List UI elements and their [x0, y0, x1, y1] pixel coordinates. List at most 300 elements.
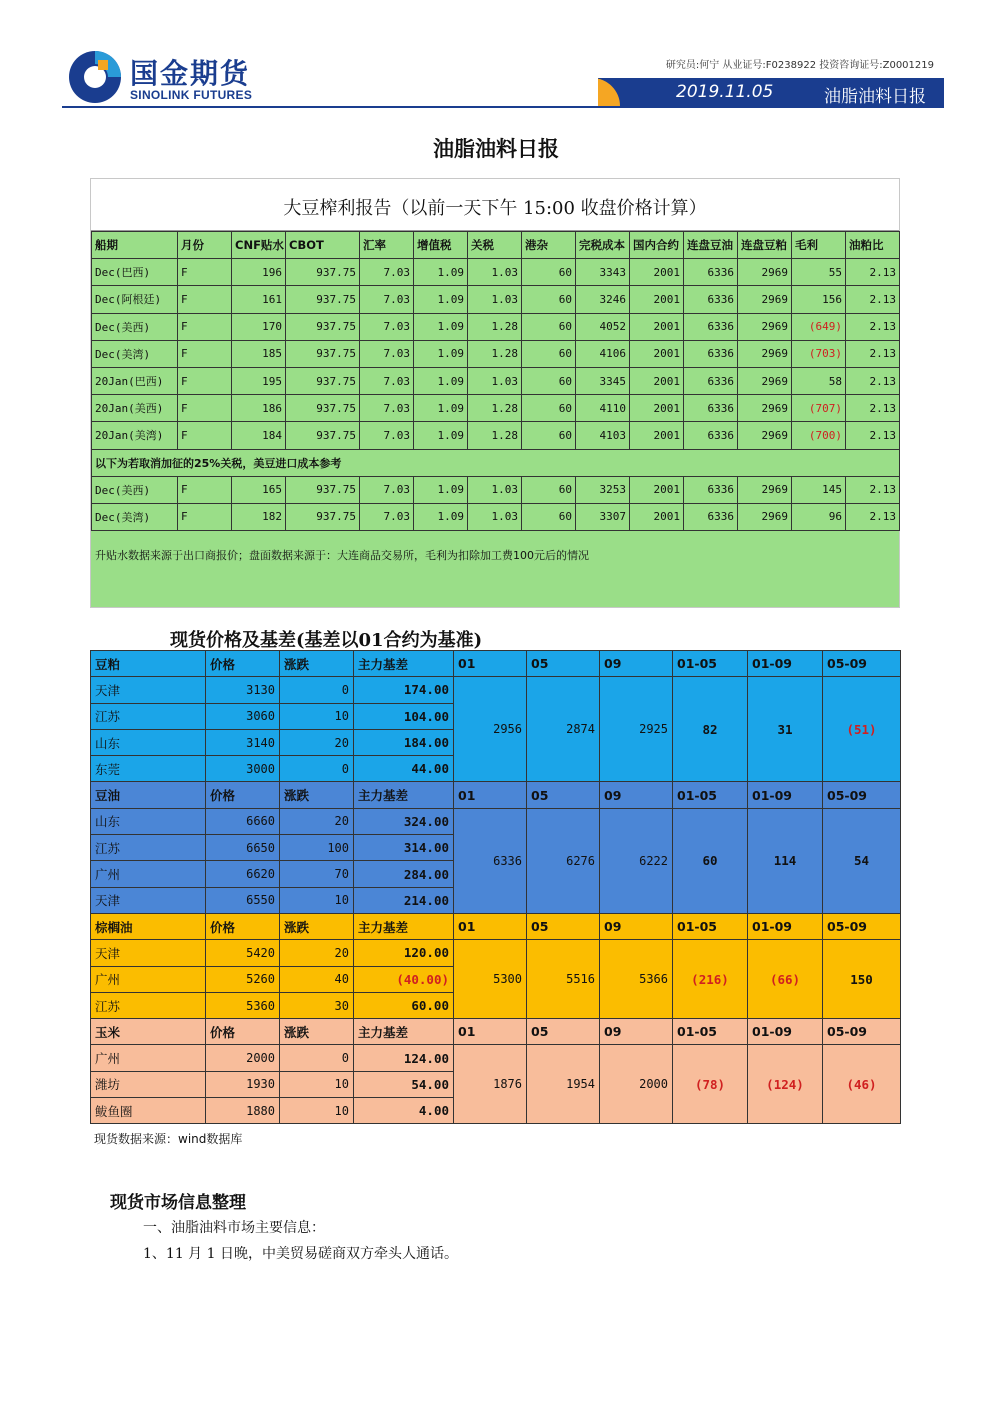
crush-row: [92, 259, 900, 286]
col-basis-label: 主力基差: [354, 782, 454, 808]
crush-row: [92, 313, 900, 340]
crush-cell: 3253: [576, 476, 630, 503]
report-date: 2019.11.05: [676, 82, 774, 102]
spread-value: 31: [748, 677, 823, 782]
basis: 314.00: [354, 835, 454, 861]
crush-cell: 7.03: [360, 340, 414, 367]
spot-title: 现货价格及基差(基差以01合约为基准): [170, 630, 483, 651]
crush-cell: 1.03: [468, 476, 522, 503]
basis: 284.00: [354, 861, 454, 887]
crush-cell: 20Jan(巴西): [92, 367, 178, 394]
basis: 4.00: [354, 1098, 454, 1124]
company-logo: [68, 50, 298, 106]
crush-cell: 7.03: [360, 422, 414, 449]
crush-cell: 2969: [738, 313, 792, 340]
crush-cell: 2.13: [846, 395, 900, 422]
crush-cell: 185: [232, 340, 286, 367]
contract-label: 05: [527, 1019, 600, 1045]
crush-cell: 3345: [576, 367, 630, 394]
col-basis-label: 主力基差: [354, 651, 454, 677]
price: 3130: [206, 677, 280, 703]
futures-price: 2874: [527, 677, 600, 782]
region: 山东: [91, 808, 206, 834]
crush-cell: 60: [522, 313, 576, 340]
basis: 214.00: [354, 887, 454, 913]
col-change-label: 涨跌: [280, 651, 354, 677]
crush-cell: 161: [232, 286, 286, 313]
price: 1930: [206, 1071, 280, 1097]
crush-cell: Dec(美西): [92, 313, 178, 340]
col-change-label: 涨跌: [280, 913, 354, 939]
crush-cell: 196: [232, 259, 286, 286]
crush-header-row: [92, 232, 900, 259]
crush-cell: 1.09: [414, 476, 468, 503]
spot-source: 现货数据来源：wind数据库: [94, 1132, 243, 1146]
crush-cell: 6336: [684, 286, 738, 313]
crush-cell: 2.13: [846, 340, 900, 367]
crush-cell: 4052: [576, 313, 630, 340]
crush-cell: 2969: [738, 286, 792, 313]
crush-cell: 2.13: [846, 286, 900, 313]
crush-cell: 2001: [630, 503, 684, 530]
price: 5260: [206, 966, 280, 992]
price: 3140: [206, 729, 280, 755]
change: 70: [280, 861, 354, 887]
spot-group-header: [91, 1019, 901, 1045]
crush-cell: (707): [792, 395, 846, 422]
col-price-label: 价格: [206, 651, 280, 677]
crush-cell: 96: [792, 503, 846, 530]
spread-label: 05-09: [823, 782, 901, 808]
crush-cell: 937.75: [286, 367, 360, 394]
futures-price: 2956: [454, 677, 527, 782]
crush-cell: F: [178, 395, 232, 422]
contract-label: 01: [454, 913, 527, 939]
crush-cell: 2.13: [846, 503, 900, 530]
crush-cell: 1.09: [414, 395, 468, 422]
crush-cell: 1.09: [414, 503, 468, 530]
region: 鲅鱼圈: [91, 1098, 206, 1124]
contract-label: 05: [527, 782, 600, 808]
crush-cell: (649): [792, 313, 846, 340]
crush-cell: 60: [522, 395, 576, 422]
region: 广州: [91, 1045, 206, 1071]
change: 0: [280, 677, 354, 703]
crush-header-cell: 连盘豆油: [684, 232, 738, 259]
crush-cell: F: [178, 367, 232, 394]
crush-cell: 2001: [630, 340, 684, 367]
spot-price-section: [90, 623, 900, 1151]
crush-cell: 2.13: [846, 259, 900, 286]
crush-cell: 60: [522, 286, 576, 313]
crush-cell: 60: [522, 259, 576, 286]
futures-price: 6276: [527, 808, 600, 913]
crush-cell: 1.03: [468, 503, 522, 530]
spot-row: [91, 940, 901, 966]
logo-chinese-name: 国金期货: [130, 57, 251, 90]
crush-cell: 6336: [684, 422, 738, 449]
crush-cell: 60: [522, 476, 576, 503]
spread-value: 54: [823, 808, 901, 913]
crush-note-row: [92, 449, 900, 476]
crush-cell: 7.03: [360, 259, 414, 286]
crush-cell: 184: [232, 422, 286, 449]
section-item: 1、11 月 1 日晚，中美贸易磋商双方牵头人通话。: [143, 1246, 458, 1262]
price: 6550: [206, 887, 280, 913]
crush-header-cell: CNF贴水: [232, 232, 286, 259]
spread-label: 01-09: [748, 913, 823, 939]
region: 江苏: [91, 703, 206, 729]
crush-cell: 1.09: [414, 313, 468, 340]
crush-cell: 1.09: [414, 422, 468, 449]
crush-header-cell: 完税成本: [576, 232, 630, 259]
spot-row: [91, 808, 901, 834]
crush-cell: 186: [232, 395, 286, 422]
researcher-info: 研究员:何宁 从业证号:F0238922 投资咨询证号:Z0001219: [665, 60, 934, 71]
spread-label: 01-05: [673, 651, 748, 677]
price: 3060: [206, 703, 280, 729]
spot-row: [91, 1045, 901, 1071]
change: 40: [280, 966, 354, 992]
futures-price: 5300: [454, 940, 527, 1019]
crush-cell: 2969: [738, 340, 792, 367]
spread-label: 05-09: [823, 913, 901, 939]
basis: 184.00: [354, 729, 454, 755]
banner-accent: [598, 78, 620, 106]
price: 1880: [206, 1098, 280, 1124]
region: 天津: [91, 677, 206, 703]
crush-cell: 6336: [684, 313, 738, 340]
price: 3000: [206, 756, 280, 782]
crush-cell: Dec(巴西): [92, 259, 178, 286]
contract-label: 05: [527, 913, 600, 939]
crush-footnote: 升贴水数据来源于出口商报价；盘面数据来源于：大连商品交易所，毛利为扣除加工费100元后的情况: [95, 549, 589, 562]
crush-cell: 1.28: [468, 422, 522, 449]
crush-cell: 937.75: [286, 313, 360, 340]
futures-price: 6222: [600, 808, 673, 913]
spread-value: (51): [823, 677, 901, 782]
crush-cell: 4106: [576, 340, 630, 367]
crush-cell: 6336: [684, 367, 738, 394]
spread-label: 01-05: [673, 782, 748, 808]
spread-value: 150: [823, 940, 901, 1019]
crush-cell: 165: [232, 476, 286, 503]
crush-cell: Dec(美湾): [92, 340, 178, 367]
crush-cell: F: [178, 313, 232, 340]
futures-price: 1954: [527, 1045, 600, 1124]
crush-cell: F: [178, 503, 232, 530]
crush-header-cell: 港杂: [522, 232, 576, 259]
crush-cell: F: [178, 476, 232, 503]
crush-header-cell: CBOT: [286, 232, 360, 259]
crush-row: [92, 476, 900, 503]
group-name: 玉米: [91, 1019, 206, 1045]
contract-label: 09: [600, 913, 673, 939]
basis: (40.00): [354, 966, 454, 992]
spread-value: (124): [748, 1045, 823, 1124]
basis: 174.00: [354, 677, 454, 703]
crush-cell: 7.03: [360, 313, 414, 340]
crush-cell: 937.75: [286, 286, 360, 313]
crush-cell: (700): [792, 422, 846, 449]
crush-cell: 1.28: [468, 340, 522, 367]
crush-cell: Dec(美湾): [92, 503, 178, 530]
crush-cell: 7.03: [360, 367, 414, 394]
contract-label: 09: [600, 651, 673, 677]
crush-title-row: [91, 179, 899, 231]
crush-cell: F: [178, 286, 232, 313]
spread-label: 05-09: [823, 651, 901, 677]
crush-cell: 4103: [576, 422, 630, 449]
crush-cell: 195: [232, 367, 286, 394]
basis: 44.00: [354, 756, 454, 782]
spread-value: (66): [748, 940, 823, 1019]
crush-cell: 6336: [684, 340, 738, 367]
crush-cell: 1.09: [414, 286, 468, 313]
spread-value: 82: [673, 677, 748, 782]
crush-cell: 60: [522, 367, 576, 394]
spread-label: 01-09: [748, 651, 823, 677]
crush-note: 以下为若取消加征的25%关税，美豆进口成本参考: [92, 449, 900, 476]
crush-cell: 7.03: [360, 503, 414, 530]
crush-cell: 2969: [738, 259, 792, 286]
spread-label: 01-09: [748, 782, 823, 808]
crush-cell: 6336: [684, 503, 738, 530]
section-subheading: 一、油脂油料市场主要信息：: [143, 1220, 325, 1236]
region: 江苏: [91, 835, 206, 861]
crush-cell: 55: [792, 259, 846, 286]
crush-cell: Dec(阿根廷): [92, 286, 178, 313]
basis: 54.00: [354, 1071, 454, 1097]
crush-cell: 2.13: [846, 476, 900, 503]
crush-cell: 60: [522, 503, 576, 530]
spread-label: 01-09: [748, 1019, 823, 1045]
contract-label: 01: [454, 782, 527, 808]
crush-cell: 2969: [738, 476, 792, 503]
crush-cell: 937.75: [286, 395, 360, 422]
crush-cell: 1.03: [468, 259, 522, 286]
change: 10: [280, 887, 354, 913]
crush-cell: 2969: [738, 367, 792, 394]
basis: 120.00: [354, 940, 454, 966]
crush-cell: 3343: [576, 259, 630, 286]
crush-cell: 7.03: [360, 476, 414, 503]
crush-cell: 937.75: [286, 476, 360, 503]
col-change-label: 涨跌: [280, 782, 354, 808]
crush-cell: 2.13: [846, 422, 900, 449]
contract-label: 09: [600, 1019, 673, 1045]
price: 5420: [206, 940, 280, 966]
crush-header-cell: 汇率: [360, 232, 414, 259]
crush-cell: 2.13: [846, 313, 900, 340]
crush-cell: 1.03: [468, 367, 522, 394]
group-name: 棕榈油: [91, 913, 206, 939]
basis: 324.00: [354, 808, 454, 834]
change: 10: [280, 1098, 354, 1124]
region: 江苏: [91, 992, 206, 1018]
crush-cell: (703): [792, 340, 846, 367]
crush-header-cell: 油粕比: [846, 232, 900, 259]
crush-cell: 1.28: [468, 313, 522, 340]
crush-header-cell: 船期: [92, 232, 178, 259]
crush-cell: F: [178, 340, 232, 367]
crush-row: [92, 340, 900, 367]
region: 天津: [91, 887, 206, 913]
crush-cell: 2001: [630, 259, 684, 286]
crush-cell: 20Jan(美湾): [92, 422, 178, 449]
price: 2000: [206, 1045, 280, 1071]
contract-label: 01: [454, 1019, 527, 1045]
futures-price: 2925: [600, 677, 673, 782]
crush-cell: 4110: [576, 395, 630, 422]
crush-header-cell: 增值税: [414, 232, 468, 259]
crush-cell: 6336: [684, 259, 738, 286]
date-banner: [598, 78, 944, 106]
crush-cell: 156: [792, 286, 846, 313]
crush-cell: 3307: [576, 503, 630, 530]
crush-cell: 2001: [630, 286, 684, 313]
crush-row: [92, 503, 900, 530]
crush-row: [92, 286, 900, 313]
col-change-label: 涨跌: [280, 1019, 354, 1045]
contract-label: 01: [454, 651, 527, 677]
spread-label: 01-05: [673, 1019, 748, 1045]
crush-header-cell: 国内合约: [630, 232, 684, 259]
col-basis-label: 主力基差: [354, 1019, 454, 1045]
futures-price: 5516: [527, 940, 600, 1019]
crush-table: [91, 231, 900, 531]
crush-cell: 7.03: [360, 395, 414, 422]
crush-cell: F: [178, 259, 232, 286]
spot-row: [91, 677, 901, 703]
crush-cell: 58: [792, 367, 846, 394]
spread-value: (46): [823, 1045, 901, 1124]
change: 100: [280, 835, 354, 861]
crush-cell: 2001: [630, 476, 684, 503]
crush-cell: 1.09: [414, 340, 468, 367]
price: 6660: [206, 808, 280, 834]
col-basis-label: 主力基差: [354, 913, 454, 939]
crush-cell: 6336: [684, 395, 738, 422]
crush-cell: 2969: [738, 395, 792, 422]
change: 20: [280, 729, 354, 755]
basis: 60.00: [354, 992, 454, 1018]
crush-cell: 2001: [630, 395, 684, 422]
crush-cell: 60: [522, 422, 576, 449]
change: 20: [280, 808, 354, 834]
basis: 104.00: [354, 703, 454, 729]
crush-cell: 1.28: [468, 395, 522, 422]
crush-cell: 2.13: [846, 367, 900, 394]
group-name: 豆粕: [91, 651, 206, 677]
logo-mark-icon: [68, 50, 122, 104]
change: 10: [280, 703, 354, 729]
futures-price: 2000: [600, 1045, 673, 1124]
crush-cell: 1.09: [414, 367, 468, 394]
crush-cell: 1.09: [414, 259, 468, 286]
crush-cell: Dec(美西): [92, 476, 178, 503]
crush-cell: 170: [232, 313, 286, 340]
basis: 124.00: [354, 1045, 454, 1071]
change: 20: [280, 940, 354, 966]
crush-row: [92, 395, 900, 422]
spot-group-header: [91, 913, 901, 939]
futures-price: 1876: [454, 1045, 527, 1124]
col-price-label: 价格: [206, 913, 280, 939]
contract-label: 05: [527, 651, 600, 677]
crush-cell: 3246: [576, 286, 630, 313]
crush-cell: 2001: [630, 367, 684, 394]
spread-value: 60: [673, 808, 748, 913]
logo-english-name: SINOLINK FUTURES: [130, 88, 253, 102]
crush-cell: 937.75: [286, 503, 360, 530]
crush-cell: 937.75: [286, 259, 360, 286]
crush-cell: 937.75: [286, 422, 360, 449]
soybean-crush-report: [90, 178, 900, 608]
spot-group-header: [91, 651, 901, 677]
col-price-label: 价格: [206, 1019, 280, 1045]
futures-price: 6336: [454, 808, 527, 913]
crush-header-cell: 月份: [178, 232, 232, 259]
change: 30: [280, 992, 354, 1018]
spot-group-header: [91, 782, 901, 808]
crush-cell: F: [178, 422, 232, 449]
spread-label: 01-05: [673, 913, 748, 939]
col-price-label: 价格: [206, 782, 280, 808]
crush-cell: 1.03: [468, 286, 522, 313]
crush-header-cell: 关税: [468, 232, 522, 259]
crush-header-cell: 毛利: [792, 232, 846, 259]
crush-cell: 60: [522, 340, 576, 367]
crush-cell: 2969: [738, 422, 792, 449]
price: 6650: [206, 835, 280, 861]
crush-cell: 182: [232, 503, 286, 530]
futures-price: 5366: [600, 940, 673, 1019]
crush-title: 大豆榨利报告（以前一天下午 15:00 收盘价格计算）: [283, 198, 707, 219]
crush-cell: 145: [792, 476, 846, 503]
region: 广州: [91, 966, 206, 992]
section-heading: 现货市场信息整理: [110, 1193, 246, 1213]
spot-table: [90, 650, 901, 1124]
region: 天津: [91, 940, 206, 966]
spread-label: 05-09: [823, 1019, 901, 1045]
crush-cell: 20Jan(美西): [92, 395, 178, 422]
change: 0: [280, 1045, 354, 1071]
crush-cell: 6336: [684, 476, 738, 503]
crush-row: [92, 367, 900, 394]
price: 6620: [206, 861, 280, 887]
region: 广州: [91, 861, 206, 887]
crush-header-cell: 连盘豆粕: [738, 232, 792, 259]
region: 东莞: [91, 756, 206, 782]
crush-cell: 937.75: [286, 340, 360, 367]
region: 潍坊: [91, 1071, 206, 1097]
crush-cell: 2969: [738, 503, 792, 530]
price: 5360: [206, 992, 280, 1018]
spread-value: (78): [673, 1045, 748, 1124]
page-title: 油脂油料日报: [433, 137, 559, 161]
region: 山东: [91, 729, 206, 755]
crush-row: [92, 422, 900, 449]
header-divider: [62, 106, 944, 108]
crush-cell: 2001: [630, 313, 684, 340]
change: 10: [280, 1071, 354, 1097]
crush-cell: 2001: [630, 422, 684, 449]
spread-value: (216): [673, 940, 748, 1019]
group-name: 豆油: [91, 782, 206, 808]
crush-cell: 7.03: [360, 286, 414, 313]
change: 0: [280, 756, 354, 782]
